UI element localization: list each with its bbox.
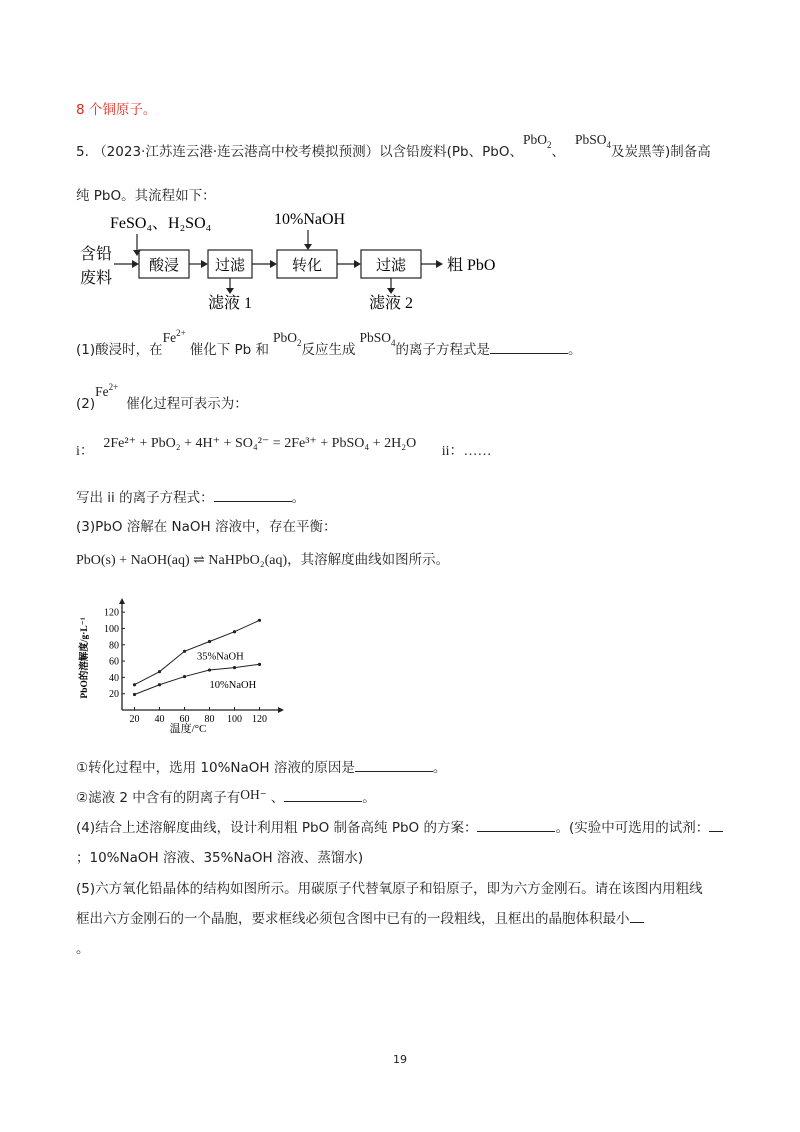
data-point — [158, 670, 161, 673]
y-tick-label: 100 — [104, 623, 119, 635]
separator: 、 — [551, 144, 565, 160]
equilibrium-equation: PbO(s) + NaOH(aq) ⇌ NaHPbO₂(aq) — [76, 553, 288, 568]
page-number: 19 — [393, 1053, 407, 1066]
reagent-1: FeSO₄、H₂SO₄ — [110, 215, 212, 232]
data-point — [158, 683, 161, 686]
box2-label: 过滤 — [214, 258, 246, 274]
part1-text-a: (1)酸浸时，在 — [76, 342, 163, 358]
part2-text-a: (2) — [76, 396, 96, 412]
q3-2-end: 。 — [362, 790, 376, 806]
eq-i-label: i： — [76, 444, 94, 459]
answer-blank-4[interactable] — [284, 801, 362, 802]
x-tick-label: 60 — [179, 714, 190, 725]
box1-label: 酸浸 — [148, 258, 180, 274]
eq-i-expression: 2Fe²⁺ + PbO₂ + 4H⁺ + SO₄²⁻ = 2Fe³⁺ + PbSO₄ + 2H₂O — [103, 436, 417, 451]
question-tail: 及炭黑等)制备高 — [610, 144, 711, 160]
question-part-3: (3)PbO 溶解在 NaOH 溶液中，存在平衡： — [76, 519, 337, 535]
filtrate-2: 滤液 2 — [369, 295, 414, 312]
question-part-2b — [76, 486, 305, 506]
answer-blank-3[interactable] — [355, 771, 433, 772]
reagent-2: 10%NaOH — [274, 211, 346, 228]
part2b-end: 。 — [291, 490, 306, 506]
y-tick-label: 120 — [104, 607, 119, 619]
formula-fe2plus-p2: $Fe^{2+}$ — [95, 382, 119, 399]
y-tick-label: 80 — [109, 640, 119, 652]
data-point — [233, 666, 236, 669]
question-part-5-line1: (5)六方氧化铅晶体的结构如图所示。用碳原子代替氧原子和铅原子，即为六方金刚石。请在该图内用粗线 — [76, 881, 703, 897]
q5b-text: 框出六方金刚石的一个晶胞，要求框线必须包含图中已有的一段粗线，且框出的晶胞体积最小 — [76, 911, 630, 927]
question-number: 5. — [76, 144, 89, 160]
x-tick-label: 100 — [227, 714, 242, 725]
question-part-2 — [76, 382, 248, 412]
part1-text-b: 催化下 Pb 和 — [189, 342, 269, 358]
data-point — [233, 630, 236, 633]
input-line1: 含铅 — [80, 246, 113, 263]
y-axis-label: PbO的溶解度/g·L⁻¹ — [80, 617, 90, 699]
formula-oh: OH — [240, 787, 260, 802]
x-tick-label: 120 — [252, 714, 267, 725]
box3-label: 转化 — [291, 258, 323, 274]
data-point — [133, 693, 136, 696]
box4-label: 过滤 — [375, 258, 407, 274]
question-part-3-eq — [76, 548, 449, 569]
x-axis-label: 温度/°C — [169, 723, 207, 735]
question-3-1 — [76, 756, 446, 776]
x-tick-label: 80 — [204, 714, 215, 725]
x-tick-label: 20 — [129, 714, 140, 725]
formula-fe2plus: $Fe^{2+}$ — [162, 328, 186, 345]
part2-text-b: 催化过程可表示为： — [126, 396, 248, 412]
data-point — [183, 675, 186, 678]
question-5-line2: 纯 PbO。其流程如下： — [76, 188, 216, 204]
chart-series — [133, 619, 261, 696]
y-tick-label: 20 — [109, 689, 119, 701]
y-axis-arrow — [119, 598, 125, 604]
part1-end: 。 — [568, 342, 582, 358]
question-part-5-line2 — [76, 907, 644, 927]
formula-pbo2-p1: PbO$_2$ — [273, 330, 302, 348]
answer-blank-2[interactable] — [214, 501, 292, 502]
q3-2-sep: 、 — [270, 790, 285, 806]
q4-text-a: (4)结合上述溶解度曲线，设计利用粗 PbO 制备高纯 PbO 的方案： — [76, 820, 478, 836]
input-line2: 废料 — [80, 270, 113, 287]
data-point — [258, 619, 261, 622]
output-crude-pbo: 粗 PbO — [447, 257, 496, 274]
part2b-text: 写出 ii 的离子方程式： — [76, 490, 214, 506]
answer-blank-6[interactable] — [709, 831, 723, 832]
formula-pbso4-p1: PbSO$_4$ — [359, 330, 396, 348]
question-source: （2023·江苏连云港·连云港高中校考模拟预测）以含铅废料(Pb、PbO、 — [93, 144, 523, 160]
data-point — [183, 650, 186, 653]
data-point — [258, 663, 261, 666]
question-part-1 — [76, 328, 582, 358]
data-point — [133, 683, 136, 686]
part1-text-c: 反应生成 — [301, 342, 356, 358]
series-label-1: 10%NaOH — [209, 679, 257, 691]
question-5-line1 — [76, 132, 711, 160]
equation-i — [76, 432, 492, 459]
answer-blank-1[interactable] — [490, 353, 568, 354]
y-tick-label: 60 — [109, 656, 119, 668]
part1-text-d: 的离子方程式是 — [395, 342, 491, 358]
eq-ii-label: ii：…… — [441, 444, 492, 459]
answer-blank-7[interactable] — [630, 922, 644, 923]
data-point — [208, 640, 211, 643]
formula-pbso4: PbSO$_4$ — [574, 132, 611, 150]
question-3-2: ②滤液 2 中含有的阴离子有OH− 、 。 — [76, 787, 376, 806]
question-part-5-line3: 。 — [76, 941, 90, 957]
q3-1-text: ①转化过程中，选用 10%NaOH 溶液的原因是 — [76, 760, 355, 776]
series-label-0: 35%NaOH — [197, 651, 244, 663]
q3-2-text: ②滤液 2 中含有的阴离子有 — [76, 790, 241, 806]
y-tick-label: 40 — [109, 672, 119, 684]
formula-pbo2: PbO$_2$ — [522, 132, 552, 150]
question-part-4 — [76, 816, 723, 836]
part3-text-b: ，其溶解度曲线如图所示。 — [287, 552, 450, 568]
process-flowchart — [76, 206, 506, 316]
x-tick-label: 40 — [154, 714, 165, 725]
answer-blank-5[interactable] — [477, 831, 555, 832]
solubility-chart — [76, 598, 286, 748]
data-point — [208, 668, 211, 671]
q3-1-end: 。 — [432, 760, 447, 776]
x-axis-arrow — [278, 707, 284, 713]
q4-text-b: 。(实验中可选用的试剂： — [555, 820, 710, 836]
filtrate-1: 滤液 1 — [208, 295, 253, 312]
question-part-4-line2: ；10%NaOH 溶液、35%NaOH 溶液、蒸馏水) — [76, 850, 364, 866]
intro-line: 8 个铜原子。 — [76, 102, 157, 118]
